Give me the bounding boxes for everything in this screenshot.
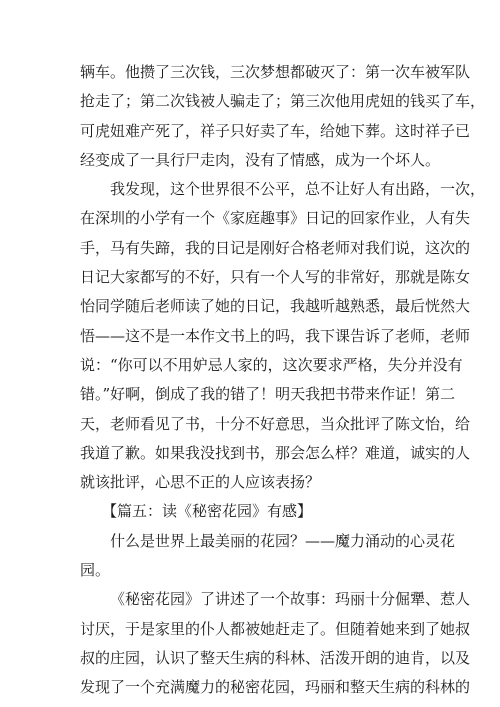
section-heading-block xyxy=(80,497,428,526)
section-heading: 【篇五：读《秘密花园》有感】 xyxy=(102,502,313,521)
text-line: 错。”好啊，倒成了我的错了！明天我把书带来作证！第二 xyxy=(80,385,456,404)
text-line: 抢走了；第二次钱被人骗走了；第三次他用虎妞的钱买了车， xyxy=(80,92,486,111)
text-line: 日记大家都写的不好，只有一个人写的非常好，那就是陈女 xyxy=(80,268,471,287)
text-line: 悟——这不是一本作文书上的吗，我下课告诉了老师，老师 xyxy=(80,326,471,345)
text-line: 说：“你可以不用妒忌人家的，这次要求严格，失分并没有 xyxy=(80,355,463,374)
text-line: 怡同学随后老师读了她的日记，我越听越熟悉，最后恍然大 xyxy=(80,297,471,316)
body-text xyxy=(80,58,486,703)
text-line: 叔的庄园，认识了整天生病的科林、活泼开朗的迪肯，以及 xyxy=(80,648,471,667)
paragraph-1 xyxy=(80,58,486,175)
text-line: 发现了一个充满魔力的秘密花园，玛丽和整天生病的科林的 xyxy=(80,678,471,697)
text-line: 手，马有失蹄，我的日记是刚好合格老师对我们说，这次的 xyxy=(80,238,471,257)
text-line: 我道了歉。如果我没找到书，那会怎么样？难道，诚实的人 xyxy=(80,443,471,462)
text-line: 经变成了一具行尸走肉，没有了情感，成为一个坏人。 xyxy=(80,150,441,169)
text-line: 天，老师看见了书，十分不好意思，当众批评了陈文怡，给 xyxy=(80,414,471,433)
paragraph-2 xyxy=(80,175,486,497)
paragraph-4 xyxy=(80,585,471,702)
text-line: 《秘密花园》了讲述了一个故事：玛丽十分倔犟、惹人 xyxy=(110,590,471,609)
text-line: 讨厌，于是家里的仆人都被她赶走了。但随着她来到了她叔 xyxy=(80,619,471,638)
text-line: 就该批评，心思不正的人应该表扬？ xyxy=(80,473,321,492)
text-line: 辆车。他攒了三次钱，三次梦想都破灭了：第一次车被军队 xyxy=(80,63,471,81)
text-line: 园。 xyxy=(80,561,111,580)
text-line: 什么是世界上最美丽的花园？——魔力涌动的心灵花 xyxy=(110,531,456,550)
text-line: 我发现，这个世界很不公平，总不让好人有出路，一次， xyxy=(110,180,486,199)
text-line: 可虎妞难产死了，祥子只好卖了车，给她下葬。这时祥子已 xyxy=(80,121,471,140)
text-line: 在深圳的小学有一个《家庭趣事》日记的回家作业，人有失 xyxy=(80,209,471,228)
paragraph-3 xyxy=(80,527,456,586)
